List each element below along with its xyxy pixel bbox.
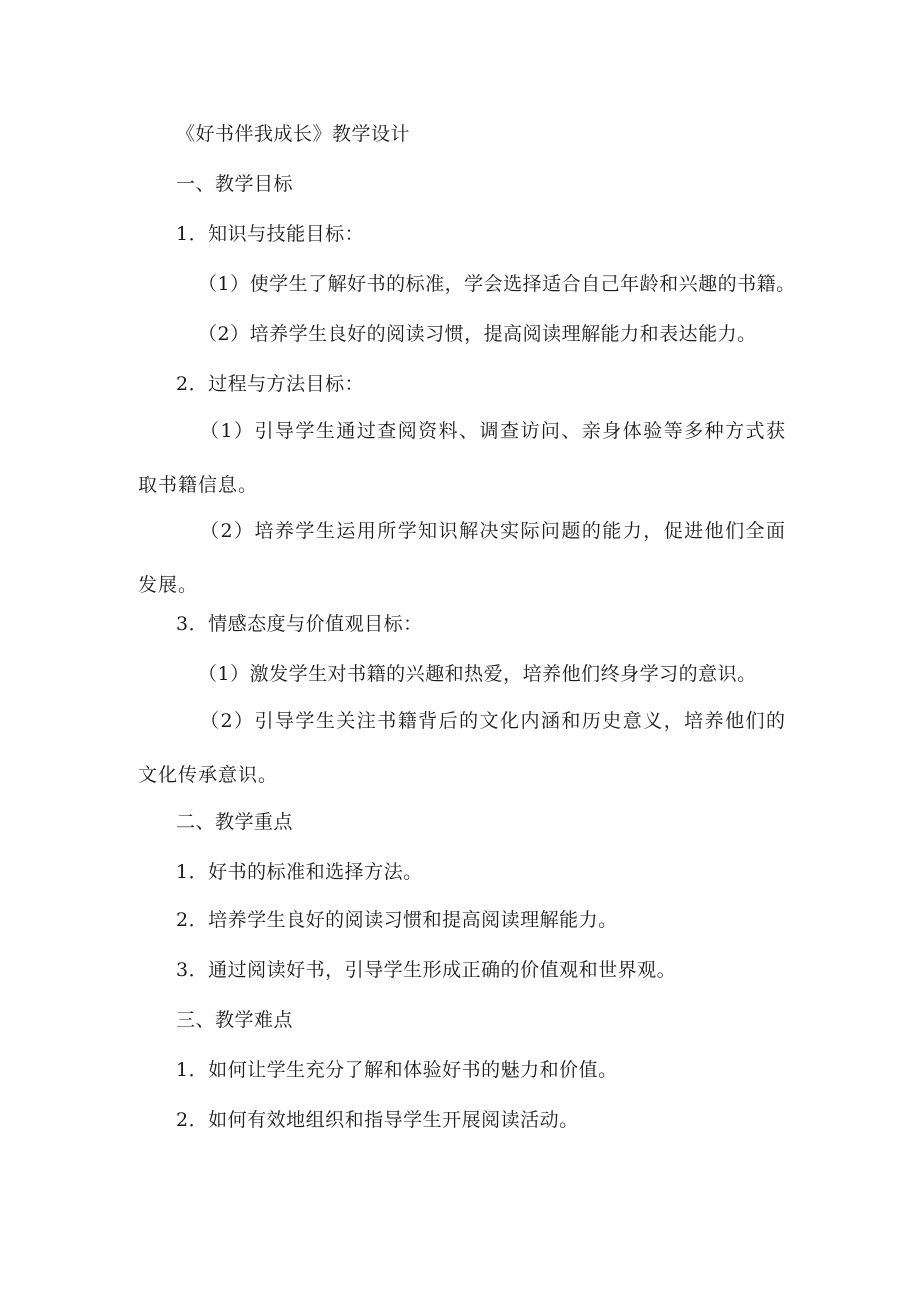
paragraph-knowledge-2: （2）培养学生良好的阅读习惯，提高阅读理解能力和表达能力。 <box>198 323 757 345</box>
section-heading-difficulties: 三、教学难点 <box>176 1009 294 1031</box>
difficulty-1: 1．如何让学生充分了解和体验好书的魅力和价值。 <box>176 1059 618 1081</box>
key-point-3: 3．通过阅读好书，引导学生形成正确的价值观和世界观。 <box>176 959 677 981</box>
subheading-attitude: 3．情感态度与价值观目标： <box>176 613 423 635</box>
difficulty-2: 2．如何有效地组织和指导学生开展阅读活动。 <box>176 1109 579 1131</box>
paragraph-attitude-2: （2）引导学生关注书籍背后的文化内涵和历史意义，培养他们的文化传承意识。 <box>138 710 786 786</box>
paragraph-process-1: （1）引导学生通过查阅资料、调查访问、亲身体验等多种方式获取书籍信息。 <box>138 420 786 496</box>
subheading-knowledge: 1．知识与技能目标： <box>176 223 365 245</box>
paragraph-attitude-1: （1）激发学生对书籍的兴趣和热爱，培养他们终身学习的意识。 <box>198 663 757 685</box>
key-point-1: 1．好书的标准和选择方法。 <box>176 861 423 883</box>
section-heading-key-points: 二、教学重点 <box>176 811 294 833</box>
subheading-process: 2．过程与方法目标： <box>176 373 365 395</box>
paragraph-knowledge-1: （1）使学生了解好书的标准，学会选择适合自己年龄和兴趣的书籍。 <box>198 273 796 295</box>
document-title: 《好书伴我成长》教学设计 <box>176 123 411 145</box>
section-heading-goals: 一、教学目标 <box>176 173 294 195</box>
key-point-2: 2．培养学生良好的阅读习惯和提高阅读理解能力。 <box>176 909 618 931</box>
paragraph-process-2: （2）培养学生运用所学知识解决实际问题的能力，促进他们全面发展。 <box>138 520 786 596</box>
